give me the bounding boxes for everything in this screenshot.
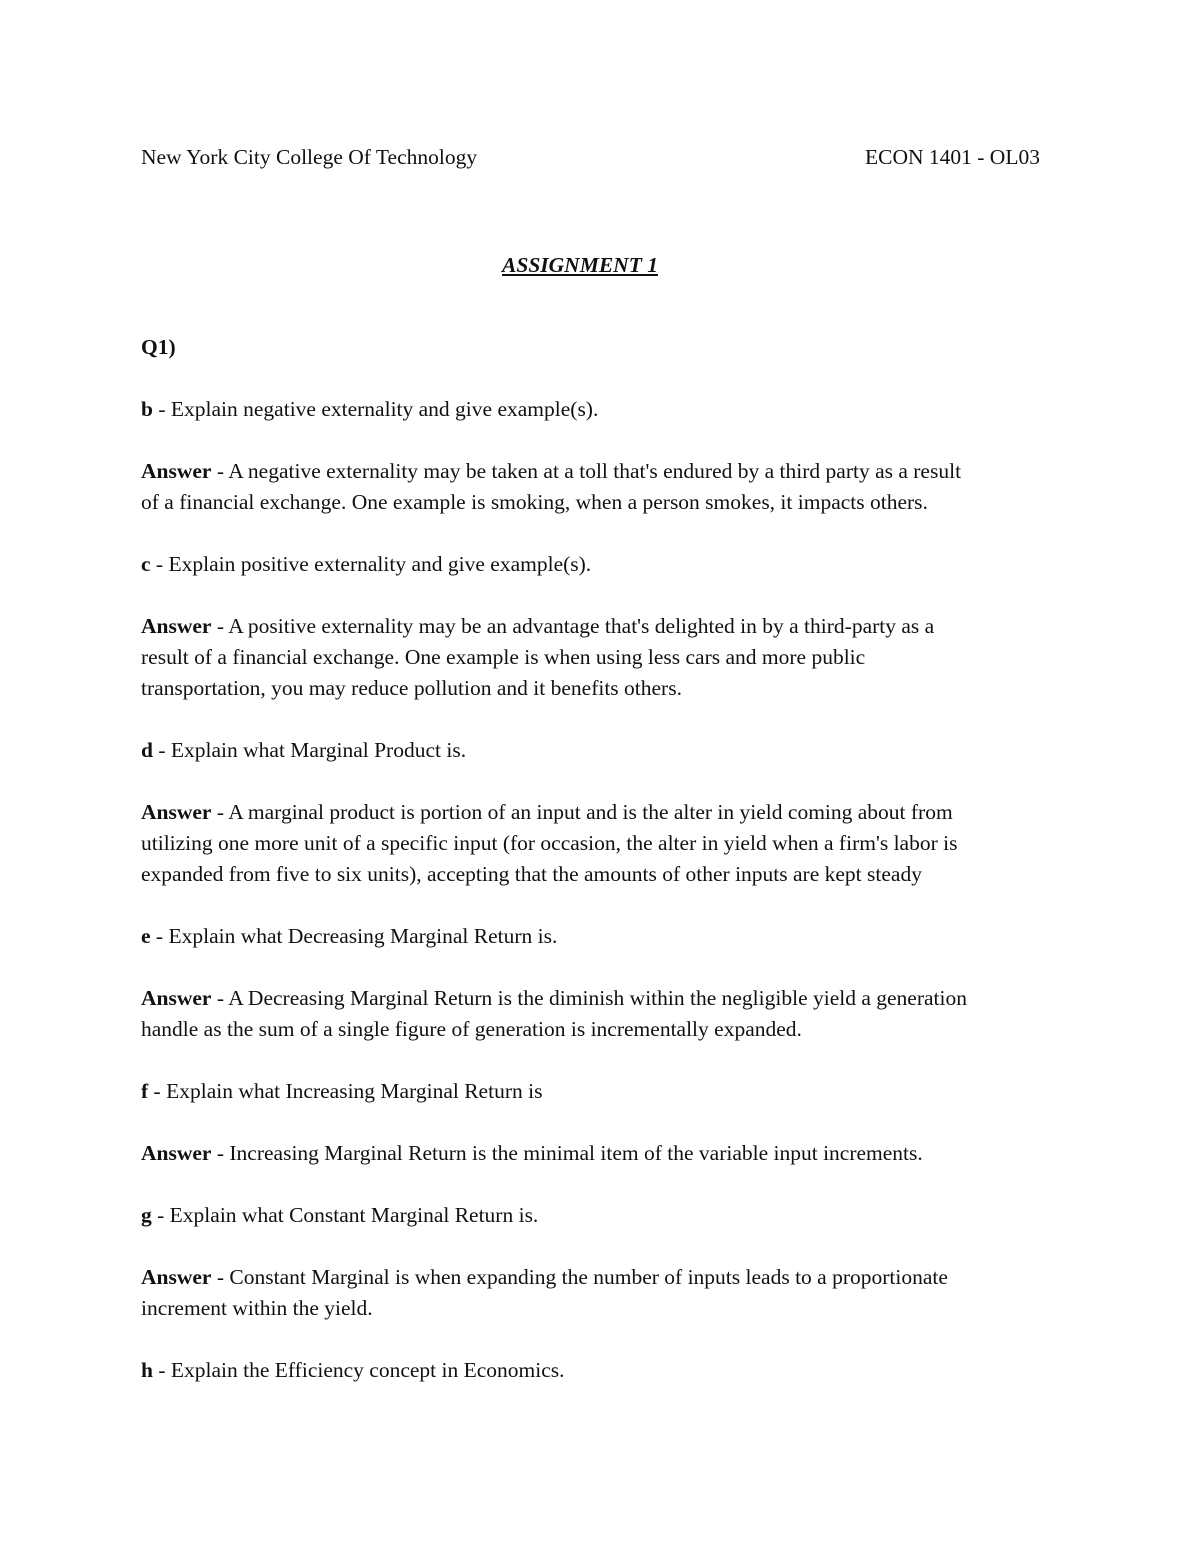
answer-line — [141, 673, 682, 704]
question-text: Explain what Increasing Marginal Return is — [166, 1079, 543, 1103]
question-text: Explain the Efficiency concept in Economics. — [170, 1358, 565, 1382]
question-line — [141, 1200, 538, 1231]
institution-name: New York City College Of Technology — [141, 145, 478, 169]
question-label: c — [141, 552, 151, 576]
answer-line — [141, 1293, 373, 1324]
assignment-title: ASSIGNMENT 1 — [502, 253, 658, 277]
answer-line — [141, 859, 922, 890]
course-code: ECON 1401 - OL03 — [865, 145, 1040, 169]
answer-text: A negative externality may be taken at a toll that's endured by a third party as a result — [228, 459, 962, 483]
answer-text: of a financial exchange. One example is smoking, when a person smokes, it impacts others. — [141, 490, 928, 514]
question-text: Explain positive externality and give example(s). — [168, 552, 592, 576]
label-separator: - — [152, 738, 171, 762]
label-separator: - — [211, 800, 229, 824]
question-line — [141, 921, 557, 952]
question-label: e — [141, 924, 151, 948]
answer-label: Answer — [141, 459, 212, 483]
label-separator: - — [211, 986, 229, 1010]
answer-text: A marginal product is portion of an input and is the alter in yield coming about from — [228, 800, 953, 824]
question-label: h — [141, 1358, 153, 1382]
answer-text: A positive externality may be an advantage that's delighted in by a third-party as a — [228, 614, 935, 638]
answer-text: transportation, you may reduce pollution and it benefits others. — [141, 676, 682, 700]
label-separator: - — [151, 1203, 170, 1227]
label-separator: - — [211, 459, 229, 483]
question-label: b — [141, 397, 153, 421]
question-text: Explain what Marginal Product is. — [170, 738, 467, 762]
question-text: Explain negative externality and give example(s). — [170, 397, 599, 421]
answer-label: Answer — [141, 1265, 212, 1289]
answer-line — [141, 983, 967, 1014]
label-separator: - — [150, 552, 169, 576]
question-line — [141, 1076, 542, 1107]
answer-line — [141, 1138, 923, 1169]
answer-text: A Decreasing Marginal Return is the diminish within the negligible yield a generation — [228, 986, 968, 1010]
label-separator: - — [150, 924, 169, 948]
label-separator: - — [211, 1141, 230, 1165]
question-label: d — [141, 738, 153, 762]
question-text: Explain what Decreasing Marginal Return is. — [168, 924, 558, 948]
answer-text: Increasing Marginal Return is the minimal item of the variable input increments. — [229, 1141, 923, 1165]
answer-text: expanded from five to six units), accepting that the amounts of other inputs are kept steady — [141, 862, 922, 886]
answer-line — [141, 487, 928, 518]
answer-line — [141, 828, 957, 859]
question-label: f — [141, 1079, 149, 1103]
answer-line — [141, 1262, 948, 1293]
answer-line — [141, 642, 865, 673]
question-line — [141, 1355, 565, 1386]
label-separator: - — [211, 1265, 230, 1289]
question-number: Q1) — [141, 335, 176, 359]
answer-text: result of a financial exchange. One example is when using less cars and more public — [141, 645, 866, 669]
answer-line — [141, 1014, 802, 1045]
label-separator: - — [148, 1079, 167, 1103]
label-separator: - — [211, 614, 229, 638]
answer-label: Answer — [141, 800, 212, 824]
answer-line — [141, 456, 961, 487]
answer-text: handle as the sum of a single figure of generation is incrementally expanded. — [141, 1017, 802, 1041]
answer-label: Answer — [141, 986, 212, 1010]
label-separator: - — [152, 397, 171, 421]
question-text: Explain what Constant Marginal Return is. — [169, 1203, 539, 1227]
question-line — [141, 735, 466, 766]
question-label: g — [141, 1203, 152, 1227]
answer-text: increment within the yield. — [141, 1296, 373, 1320]
answer-text: Constant Marginal is when expanding the number of inputs leads to a proportionate — [229, 1265, 948, 1289]
label-separator: - — [152, 1358, 171, 1382]
answer-line — [141, 611, 934, 642]
question-line — [141, 549, 591, 580]
answer-text: utilizing one more unit of a specific input (for occasion, the alter in yield when a firm's labor is — [141, 831, 958, 855]
question-line — [141, 394, 598, 425]
answer-label: Answer — [141, 1141, 212, 1165]
answer-label: Answer — [141, 614, 212, 638]
answer-line — [141, 797, 953, 828]
